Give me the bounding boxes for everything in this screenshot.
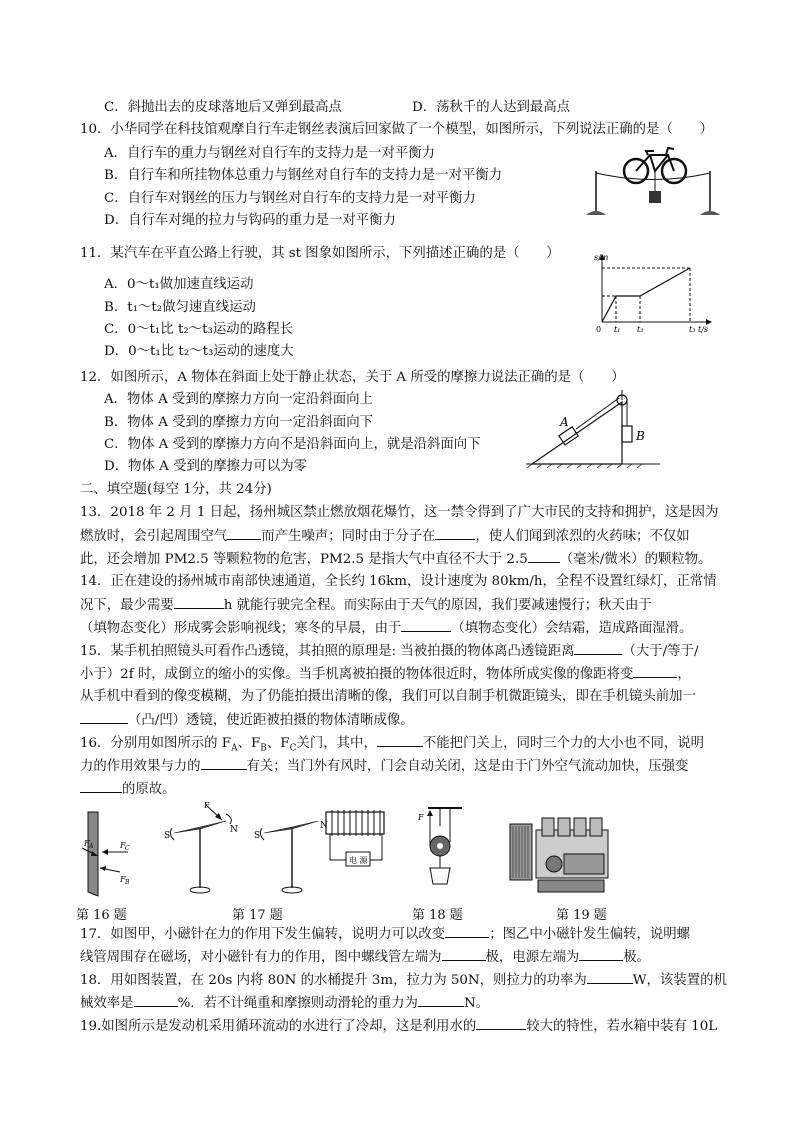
st-graph-figure: [588, 250, 718, 336]
q15-line1: 15．某手机拍照镜头可看作凸透镜，其拍照的原理是: 当被拍摄的物体离凸透镜距离 （大于/等于/: [80, 644, 699, 659]
fig16-fa: F: [84, 839, 90, 848]
engine-figure: [504, 810, 614, 898]
bicycle-tightrope-figure: [578, 141, 738, 219]
caption-fig18: 第 18 题: [412, 908, 463, 923]
fig17-s: S: [164, 831, 171, 841]
q13-line1: 13．2018 年 2 月 1 日起，扬州城区禁止燃放烟花爆竹，这一禁令得到了广大市民的支持和拥护，这是因为: [80, 505, 719, 520]
q14-line3: （填物态变化）形成雾会影响视线；寒冬的早晨，由于 （填物态变化）会结霜，造成路面湿滑。: [80, 621, 693, 636]
q12-option-d: D．物体 A 受到的摩擦力可以为零: [104, 459, 307, 474]
block-b-label: B: [636, 429, 645, 443]
q17-line1: 17．如图甲，小磁针在力的作用下发生偏转，说明力可以改变 ；图乙中小磁针发生偏转，说明螺: [80, 927, 691, 942]
q16-line3: 的原故。: [80, 780, 176, 799]
fig17-force: F: [204, 801, 210, 810]
q13-line2: 燃放时，会引起周围空气 而产生噪声；同时由于分子在 ，使人们闻到浓烈的火药味；不仅如: [80, 529, 690, 544]
svg-text:A: A: [89, 843, 94, 850]
q12-option-c: C．物体 A 受到的摩擦力方向不是沿斜面向上，就是沿斜面向下: [104, 437, 481, 452]
svg-text:B: B: [125, 879, 130, 886]
q16-line1: 16．分别用如图所示的 $F_A$、$F_B$、$F_C$关门，其中， 不能把门关上，同时三个力的大小也不同，说明: [80, 736, 705, 754]
pulley-figure: [410, 806, 470, 900]
q16-line2: 力的作用效果与力的 有关；当门外有风时，门会自动关闭，这是由于门外空气流动加快，压强变: [80, 759, 689, 774]
q14-line2: 况下，最少需要 h 就能行驶完全程。而实际由于天气的原因，我们要减速慢行；秋天由于: [80, 598, 652, 613]
q18-line2: 械效率是 %．若不计绳重和摩擦则动滑轮的重力为 N。: [80, 996, 490, 1011]
caption-fig16: 第 16 题: [76, 908, 127, 923]
graph-t1: t₁: [614, 325, 621, 334]
q11-stem: 11．某汽车在平直公路上行驶，其 st 图象如图所示，下列描述正确的是（ ）: [80, 246, 560, 261]
q12-stem: 12．如图所示，A 物体在斜面上处于静止状态，关于 A 所受的摩擦力说法正确的是（ ）: [80, 370, 625, 385]
q17-line2: 线管周围存在磁场，对小磁针有力的作用，图中螺线管左端为 极，电源左端为 极。: [80, 950, 651, 965]
q9-option-d: D．荡秋千的人达到最高点: [412, 100, 571, 115]
q14-line1: 14．正在建设的扬州城市南部快速通道，全长约 16km，设计速度为 80km/h，全程不设置红绿灯，正常情: [80, 574, 717, 589]
fig17-s2: S: [254, 831, 261, 841]
q15-line4: （凸/凹）透镜，使近距被拍摄的物体清晰成像。: [80, 711, 414, 730]
block-a-label: A: [560, 415, 569, 429]
q11-option-b: B．t₁～t₂做匀速直线运动: [104, 300, 256, 315]
section-2-heading: 二、填空题(每空 1分，共 24分): [80, 482, 272, 497]
door-figure: [72, 808, 162, 898]
graph-y-label: s/m: [594, 253, 609, 262]
fig17-power-supply: 电 源: [349, 856, 368, 865]
q9-option-c: C．斜抛出去的皮球落地后又弹到最高点: [104, 100, 342, 115]
fig18-force: F: [418, 813, 424, 822]
incline-figure: [522, 388, 662, 468]
q15-line2: 小于）2f 时，成倒立的缩小的实像。当手机离被拍摄的物体很近时，物体所成实像的像距将变 ，: [80, 667, 691, 682]
q10-option-b: B．自行车和所挂物体总重力与钢丝对自行车的支持力是一对平衡力: [104, 168, 503, 183]
magnetic-needle-figure: [160, 800, 390, 900]
fig17-n2: N: [320, 821, 328, 831]
graph-x-label: t/s: [698, 325, 709, 334]
q11-option-c: C．0～t₁比 t₂～t₃运动的路程长: [104, 322, 294, 337]
fig16-fb: F: [120, 875, 126, 884]
fig17-n: N: [230, 825, 238, 835]
q15-line3: 从手机中看到的像变模糊，为了仍能拍摄出清晰的像，我们可以自制手机微距镜头，即在手机镜头前加一: [80, 689, 696, 704]
q11-option-d: D．0～t₁比 t₂～t₃运动的速度大: [104, 344, 294, 359]
fig16-fc: F: [120, 841, 126, 850]
q18-line1: 18．用如图装置，在 20s 内将 80N 的水桶提升 3m，拉力为 50N，则拉力的功率为 W，该装置的机: [80, 973, 727, 988]
graph-origin: 0: [596, 325, 602, 334]
q11-option-a: A．0～t₁做加速直线运动: [104, 277, 254, 292]
graph-t2: t₂: [637, 325, 644, 334]
q10-option-c: C．自行车对钢丝的压力与钢丝对自行车的支持力是一对平衡力: [104, 191, 476, 206]
caption-fig17: 第 17 题: [232, 908, 283, 923]
caption-fig19: 第 19 题: [556, 908, 607, 923]
q10-option-a: A．自行车的重力与钢丝对自行车的支持力是一对平衡力: [104, 146, 436, 161]
q13-line3: 此，还会增加 PM2.5 等颗粒物的危害，PM2.5 是指大气中直径不大于 2.5 （毫米/微米）的颗粒物。: [80, 552, 712, 567]
q12-option-b: B．物体 A 受到的摩擦力方向一定沿斜面向下: [104, 415, 374, 430]
q10-option-d: D．自行车对绳的拉力与钩码的重力是一对平衡力: [104, 213, 396, 228]
q12-option-a: A．物体 A 受到的摩擦力方向一定沿斜面向上: [104, 392, 373, 407]
graph-t3: t₃: [689, 325, 696, 334]
svg-text:C: C: [125, 845, 130, 852]
q10-stem: 10．小华同学在科技馆观摩自行车走钢丝表演后回家做了一个模型，如图所示，下列说法正确的是（ ）: [80, 122, 714, 137]
q19-line1: 19.如图所示是发动机采用循环流动的水进行了冷却，这是利用水的 较大的特性，若水箱中装有 10L: [80, 1019, 718, 1034]
